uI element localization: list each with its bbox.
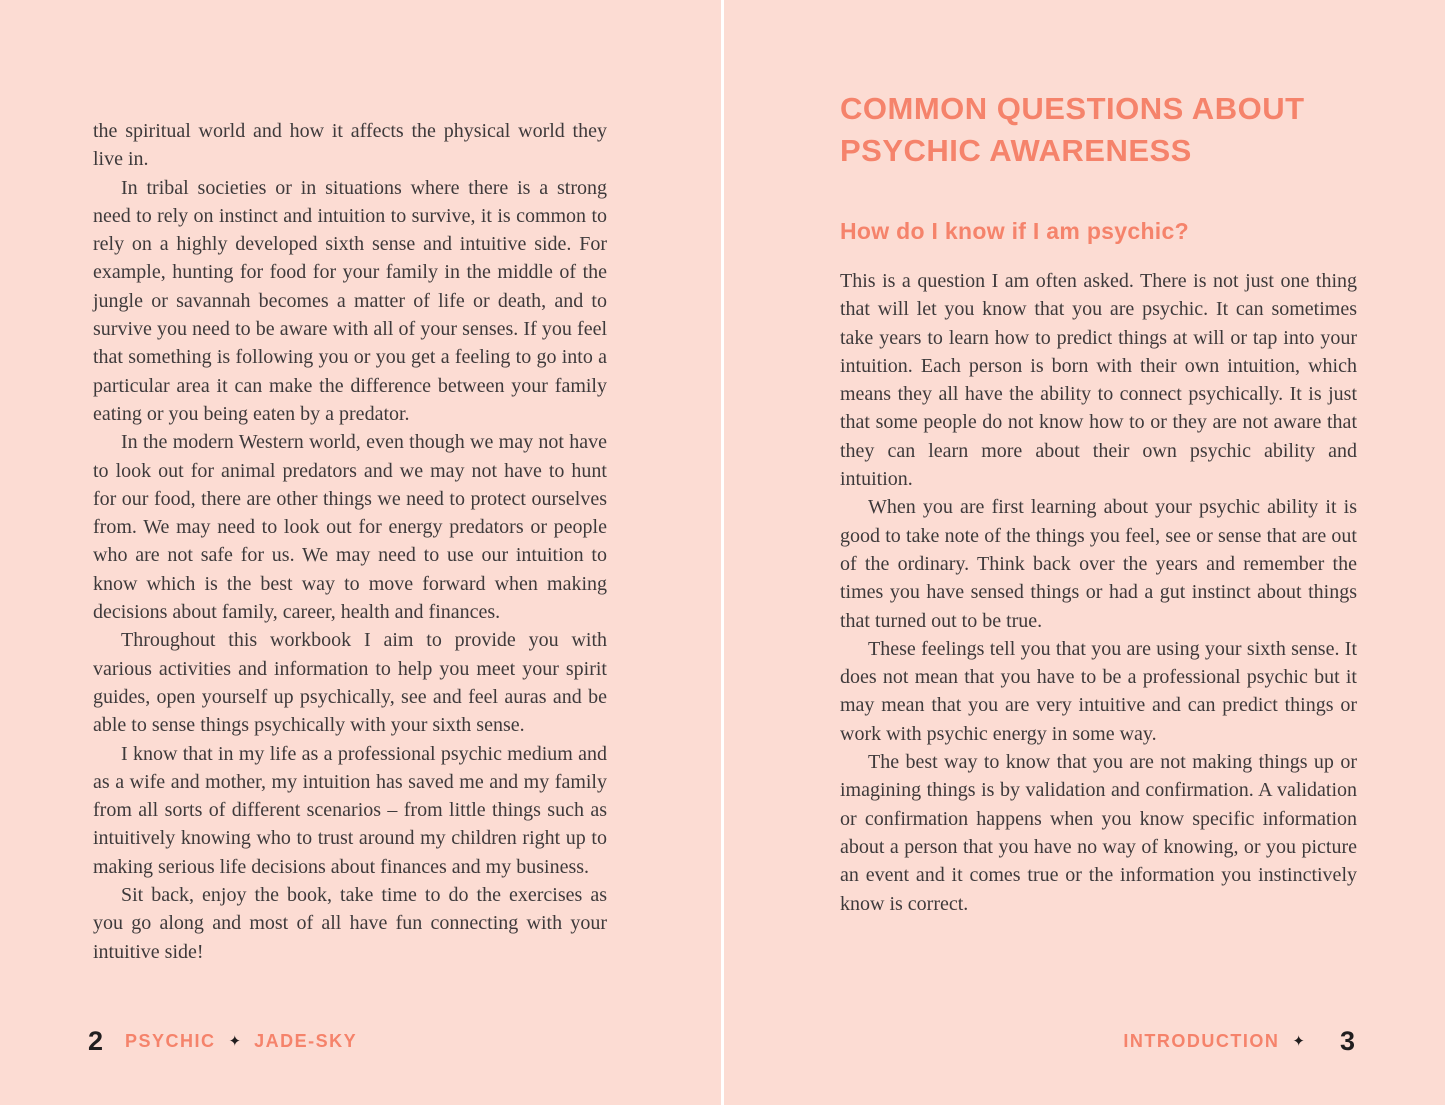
left-page-footer (88, 1024, 357, 1058)
left-page-number: 2 (88, 1025, 104, 1056)
page-gutter-divider (721, 0, 724, 1105)
paragraph: This is a question I am often asked. There is not just one thing that will let you know that you are psychic. It can sometimes take years to learn how to predict things at will or tap into your intuition. Each person is born with their own intuition, which means they all have the ability to connect psychically. It is just that some people do not know how to or they are not aware that they can learn more about their own psychic ability and intuition. (840, 270, 1357, 491)
right-page-footer (1123, 1024, 1355, 1058)
paragraph: In tribal societies or in situations where there is a strong need to rely on instinct and intuition to survive, it is common to rely on a highly developed sixth sense and intuitive side. For example, hunting for food for your family in the middle of the jungle or savannah becomes a matter of life or death, and to survive you need to be aware with all of your senses. If you feel that something is following you or you get a feeling to go into a particular area it can make the difference between your family eating or you being eaten by a predator. (93, 176, 607, 425)
star-icon: ✦ (228, 1033, 242, 1050)
chapter-heading: COMMON QUESTIONS ABOUT PSYCHIC AWARENESS (840, 91, 1305, 168)
paragraph: These feelings tell you that you are using your sixth sense. It does not mean that you have to be a professional psychic but it may mean that you are very intuitive and can predict things or work with psychic energy in some way. (840, 637, 1357, 745)
paragraph: When you are first learning about your psychic ability it is good to take note of the things you feel, see or sense that are out of the ordinary. Think back over the years and remember the times you have sensed things or had a gut instinct about things that turned out to be true. (840, 496, 1357, 632)
star-icon: ✦ (1292, 1033, 1305, 1050)
right-page-body-text (840, 267, 1357, 918)
paragraph: the spiritual world and how it affects the physical world they live in. (93, 120, 607, 171)
paragraph: Sit back, enjoy the book, take time to do the exercises as you go along and most of all have fun connecting with your intuitive side! (93, 884, 607, 963)
footer-section-name: INTRODUCTION (1123, 1030, 1280, 1051)
right-page-number: 3 (1339, 1025, 1355, 1056)
left-page-body-text (93, 117, 607, 966)
paragraph: In the modern Western world, even though we may not have to look out for animal predators and we may not have to hunt for our food, there are other things we need to protect ourselves from. We may need to look out for energy predators or people who are not safe for us. We may need to use our intuition to know which is the best way to move forward when making decisions about family, career, health and finances. (93, 431, 607, 624)
paragraph: Throughout this workbook I aim to provide you with various activities and information to help you meet your spirit guides, open yourself up psychically, see and feel auras and be able to sense things psychically with your sixth sense. (93, 629, 607, 737)
footer-book-title: PSYCHIC (125, 1030, 216, 1051)
section-subheading: How do I know if I am psychic? (840, 218, 1189, 244)
paragraph: The best way to know that you are not making things up or imagining things is by validation and confirmation. A validation or confirmation happens when you know specific information about a person that you have no way of knowing, or you picture an event and it comes true or the information you instinctively know is correct. (840, 751, 1357, 915)
footer-author-name: JADE-SKY (254, 1030, 358, 1051)
paragraph: I know that in my life as a professional psychic medium and as a wife and mother, my intuition has saved me and my family from all sorts of different scenarios – from little things such as intuitively knowing who to trust around my children right up to making serious life decisions about finances and my business. (93, 742, 607, 878)
